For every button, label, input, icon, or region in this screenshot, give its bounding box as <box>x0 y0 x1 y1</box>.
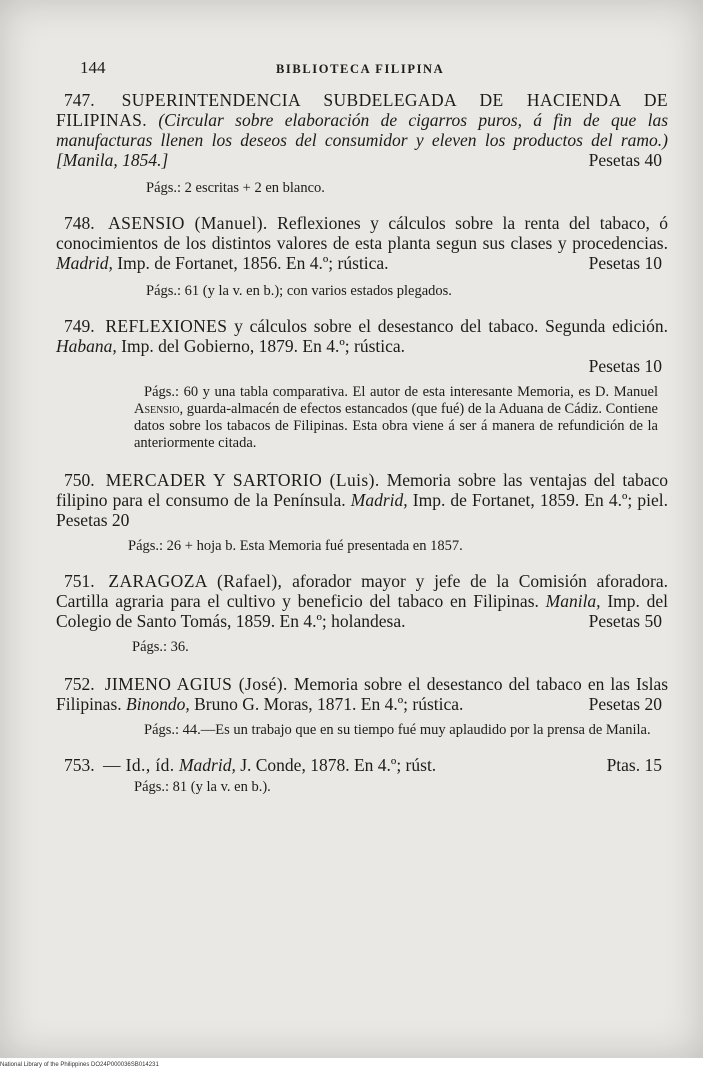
entry-author: ZARAGOZA (Rafael), <box>108 571 283 591</box>
entry-imprint: Imp. del Gobierno, 1879. En 4.º; rústica. <box>121 336 406 356</box>
library-footer: National Library of the Philippines DO24P000036SB014231 <box>0 1062 159 1068</box>
entry-number: 753. <box>64 755 95 775</box>
entry-747 <box>56 90 668 197</box>
entry-author: REFLEXIONES <box>105 316 228 336</box>
entry-price: Pesetas 40 <box>588 150 662 170</box>
note-name: Asensio <box>134 401 180 417</box>
entry-note: Págs.: 26 + hoja b. Esta Memoria fué presentada en 1857. <box>128 538 463 554</box>
entry-title: Memoria sobre el desestanco del tabaco en las Islas Filipinas. <box>56 674 669 714</box>
entry-author: — Id., íd. <box>103 755 175 775</box>
entry-price: Pesetas 20 <box>56 510 130 530</box>
entry-title: Memoria sobre las ventajas del tabaco filipino para el consumo de la Península. <box>56 470 669 510</box>
entry-note <box>134 384 658 452</box>
entry-price: Ptas. 15 <box>606 755 662 775</box>
entry-note: Págs.: 81 (y la v. en b.). <box>134 779 271 795</box>
entry-text <box>56 755 668 775</box>
entry-title: y cálculos sobre el desestanco del tabaco. Segunda edición. <box>234 316 668 336</box>
entry-text <box>56 213 668 273</box>
entry-number: 750. <box>64 470 95 490</box>
entry-price: Pesetas 50 <box>588 611 662 631</box>
entry-place: Manila, <box>545 591 601 611</box>
entry-number: 747. <box>64 90 95 110</box>
entry-price: Pesetas 20 <box>588 694 662 714</box>
entry-imprint: Imp. de Fortanet, 1856. En 4.º; rústica. <box>117 253 389 273</box>
entry-text <box>56 571 668 631</box>
entry-text <box>56 470 668 530</box>
entry-place: Madrid, <box>178 755 236 775</box>
entry-number: 749. <box>64 316 95 336</box>
entry-author: ASENSIO (Manuel). <box>108 213 268 233</box>
entry-imprint: J. Conde, 1878. En 4.º; rúst. <box>240 755 437 775</box>
entry-note: Págs.: 2 escritas + 2 en blanco. <box>146 180 325 196</box>
entry-note: Págs.: 36. <box>132 639 189 655</box>
entry-note: Págs.: 44.—Es un trabajo que en su tiempo fué muy aplaudido por la prensa de Manila. <box>144 722 651 738</box>
entry-text <box>56 674 668 714</box>
running-head <box>80 58 660 82</box>
entry-price: Pesetas 10 <box>588 356 662 376</box>
entry-title: (Circular sobre elaboración de cigarros puros, á fin de que las manufacturas llenen los deseos del consumidor y eleven los productos del ramo.) <box>56 110 669 150</box>
entry-place: Binondo, <box>126 694 190 714</box>
entry-imprint: Bruno G. Moras, 1871. En 4.º; rústica. <box>194 694 464 714</box>
book-page <box>52 58 668 796</box>
entry-number: 748. <box>64 213 95 233</box>
entry-number: 752. <box>64 674 95 694</box>
page-number: 144 <box>80 58 106 77</box>
entry-749 <box>56 316 668 452</box>
entry-753 <box>56 755 668 796</box>
entry-748 <box>56 213 668 300</box>
entry-place: Madrid, <box>350 490 408 510</box>
entry-price: Pesetas 10 <box>588 253 662 273</box>
entry-imprint: [Manila, 1854.] <box>56 150 169 170</box>
entry-number: 751. <box>64 571 95 591</box>
header-title: BIBLIOTECA FILIPINA <box>276 62 445 76</box>
entry-text <box>56 316 668 376</box>
entry-751 <box>56 571 668 656</box>
entry-imprint: Imp. del Colegio de Santo Tomás, 1859. En 4.º; holandesa. <box>56 591 668 631</box>
entry-text <box>56 90 668 170</box>
entry-author: SUPERINTENDENCIA SUBDELEGADA DE HACIENDA DE FILIPINAS. <box>56 90 668 130</box>
note-text: Págs.: 60 y una tabla comparativa. El autor de esta interesante Memoria, es D. Manuel <box>144 384 658 400</box>
entry-note: Págs.: 61 (y la v. en b.); con varios estados plegados. <box>146 283 452 299</box>
entry-title: Reflexiones y cálculos sobre la renta del tabaco, ó conocimientos de los distintos valores de esta planta segun sus clases y procedencias. <box>56 213 669 253</box>
entry-author: MERCADER Y SARTORIO (Luis). <box>105 470 380 490</box>
entry-author: JIMENO AGIUS (José). <box>104 674 288 694</box>
entry-750 <box>56 470 668 555</box>
entry-752 <box>56 674 668 739</box>
note-text: , guarda-almacén de efectos estancados (que fué) de la Aduana de Cádiz. Contiene datos sobre los tabacos de Filipinas. Esta obra viene á ser á manera de refundición de la anteriormente citada. <box>134 401 658 451</box>
entry-place: Habana, <box>56 336 117 356</box>
entry-place: Madrid, <box>56 253 113 273</box>
entry-title: aforador mayor y jefe de la Comisión aforadora. Cartilla agraria para el cultivo y beneficio del tabaco en Filipinas. <box>56 571 669 611</box>
entry-imprint: Imp. de Fortanet, 1859. En 4.º; piel. <box>412 490 669 510</box>
